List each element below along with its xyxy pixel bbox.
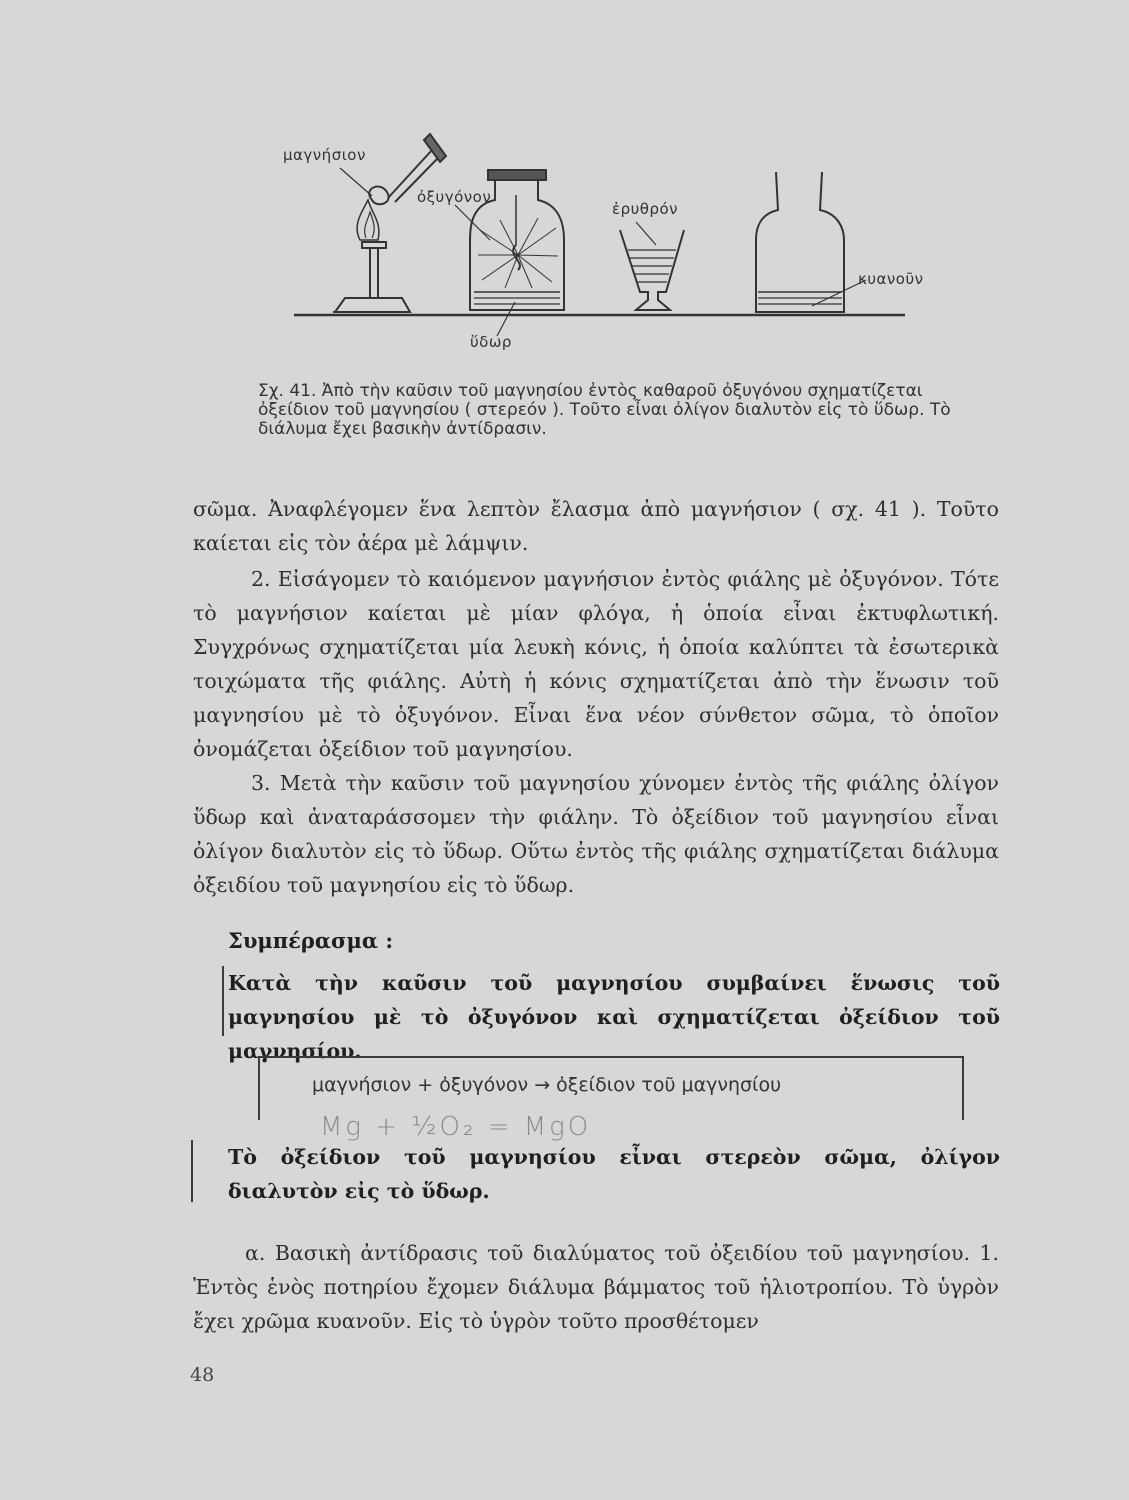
conclusion-text-1: Κατὰ τὴν καῦσιν τοῦ μαγνησίου συμβαίνει ἕνωσις τοῦ μαγνησίου μὲ τὸ ὀξυγόνον καὶ σχηματίζεται ὀξείδιον τοῦ μαγνησίου. xyxy=(228,971,1000,1063)
figure-41-illustration xyxy=(0,0,1129,360)
page-number: 48 xyxy=(190,1364,215,1386)
handwritten-formula: Mg + ½O₂ = MgO xyxy=(320,1112,592,1142)
label-oxygen: ὀξυγόνον xyxy=(417,188,492,206)
label-water: ὕδωρ xyxy=(470,333,512,351)
label-blue: κυανοῦν xyxy=(858,270,924,288)
paragraph-1: σῶμα. Ἀναφλέγομεν ἕνα λεπτὸν ἔλασμα ἀπὸ μαγνήσιον ( σχ. 41 ). Τοῦτο καίεται εἰς τὸν ἀέρα μὲ λάμψιν. xyxy=(193,497,999,555)
word-equation: μαγνήσιον + ὀξυγόνον → ὀξείδιον τοῦ μαγνησίου xyxy=(312,1074,782,1096)
conclusion-heading: Συμπέρασμα : xyxy=(228,928,394,953)
conclusion-bar-2 xyxy=(191,1140,193,1202)
paragraph-2: 2. Εἰσάγομεν τὸ καιόμενον μαγνήσιον ἐντὸς φιάλης μὲ ὀξυγόνον. Τότε τὸ μαγνήσιον καίεται μὲ μίαν φλόγα, ἡ ὁποία εἶναι ἐκτυφλωτική. Συγχρόνως σχηματίζεται μία λευκὴ κόνις, ἡ ὁποία καλύπτει τὰ ἐσωτερικὰ τοιχώματα τῆς φιάλης. Αὐτὴ ἡ κόνις σχηματίζεται ἀπὸ τὴν ἕνωσιν τοῦ μαγνησίου μὲ τὸ ὀξυγόνον. Εἶναι ἕνα νέον σύνθετον σῶμα, τὸ ὁποῖον ὀνομάζεται ὀξείδιον τοῦ μαγνησίου. xyxy=(193,567,999,761)
conclusion-bar xyxy=(222,966,224,1036)
section-a-paragraph: α. Βασικὴ ἀντίδρασις τοῦ διαλύματος τοῦ ὀξειδίου τοῦ μαγνησίου. 1. Ἐντὸς ἑνὸς ποτηρίου ἔχομεν διάλυμα βάμματος τοῦ ἡλιοτροπίου. Τὸ ὑγρὸν ἔχει χρῶμα κυανοῦν. Εἰς τὸ ὑγρὸν τοῦτο προσθέτομεν xyxy=(193,1241,999,1333)
label-red: ἐρυθρόν xyxy=(612,200,679,218)
label-magnesium: μαγνήσιον xyxy=(283,146,366,164)
paragraph-3: 3. Μετὰ τὴν καῦσιν τοῦ μαγνησίου χύνομεν ἐντὸς τῆς φιάλης ὀλίγον ὕδωρ καὶ ἀναταράσσομεν τὴν φιάλην. Τὸ ὀξείδιον τοῦ μαγνησίου εἶναι ὀλίγον διαλυτὸν εἰς τὸ ὕδωρ. Οὕτω ἐντὸς τῆς φιάλης σχηματίζεται διάλυμα ὀξειδίου τοῦ μαγνησίου εἰς τὸ ὕδωρ. xyxy=(193,771,999,897)
conclusion-text-2: Τὸ ὀξείδιον τοῦ μαγνησίου εἶναι στερεὸν σῶμα, ὀλίγον διαλυτὸν εἰς τὸ ὕδωρ. xyxy=(228,1145,1000,1203)
figure-caption: Σχ. 41. Ἀπὸ τὴν καῦσιν τοῦ μαγνησίου ἐντὸς καθαροῦ ὀξυγόνου σχηματίζεται ὀξείδιον τοῦ μαγνησίου ( στερεόν ). Τοῦτο εἶναι ὀλίγον διαλυτὸν εἰς τὸ ὕδωρ. Τὸ διάλυμα ἔχει βασικὴν ἀντίδρασιν. xyxy=(258,381,951,439)
